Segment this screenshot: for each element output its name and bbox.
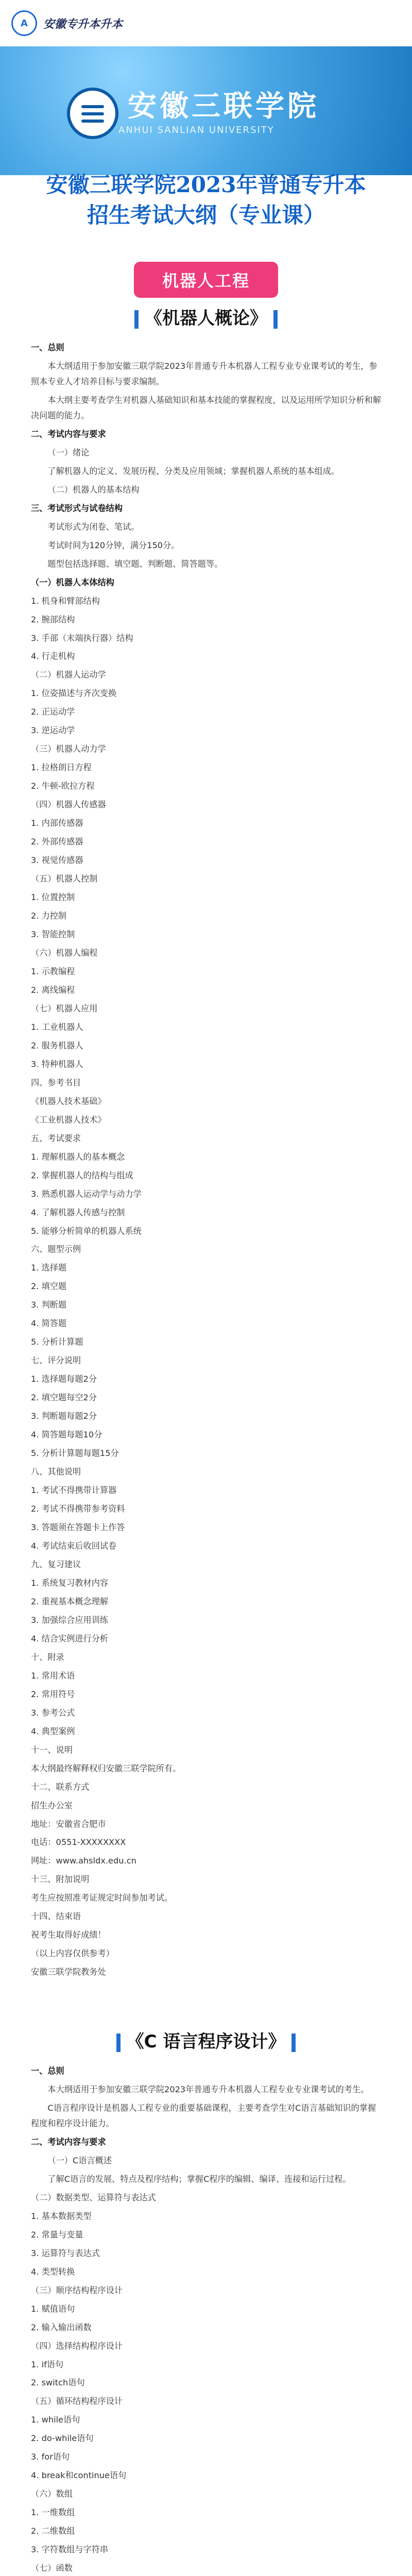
top-bar	[0, 0, 412, 48]
school-name-en: ANHUI SANLIAN UNIVERSITY	[118, 124, 274, 135]
section-2-heading: 《C 语言程序设计》	[0, 2027, 412, 2053]
section-2-content: 一、总则 本大纲适用于参加安徽三联学院2023年普通专升本机器人工程专业专业课考试的考生。 C语言程序设计是机器人工程专业的重要基础课程，主要考查学生对C语言基础知识的掌握程度和程序设计能力。 二、考试内容与要求 （一）C语言概述 了解C语言的发展、特点及程序结构；掌握C程序的编辑、编译、连接和运行过程。 （二）数据类型、运算符与表达式 1. 基本数据类型 2. 常量与变量 3. 运算符与表达式 4. 类型转换 （三）顺序结构程序设计 1. 赋值语句 2. 输入输出函数 （四）选择结构程序设计 1. if语句 2. switch语句 （五）循环结构程序设计 1. while语句 2. do-while语句 3. for语句 4. break和continue语句 （六）数组 1. 一维数组 2. 二维数组 3. 字符数组与字符串 （七）函数	[31, 2066, 376, 2573]
brand-name: 安徽专升本升本	[43, 17, 123, 31]
major-badge: 机器人工程	[134, 262, 278, 298]
school-name-cn: 安徽三联学院	[128, 89, 319, 123]
school-emblem	[67, 88, 118, 139]
school-logo-group	[67, 88, 319, 139]
page-title: 安徽三联学院2023年普通专升本 招生考试大纲（专业课）	[46, 172, 366, 228]
section-1-content: 一、总则 本大纲适用于参加安徽三联学院2023年普通专升本机器人工程专业专业课考试的考生，参照本专业人才培养目标与要求编制。 本大纲主要考查学生对机器人基础知识和基本技能的掌握程度，以及运用所学知识分析和解决问题的能力。 二、考试内容与要求 （一）绪论 了解机器人的定义、发展历程、分类及应用领域；掌握机器人系统的基本组成。 （二）机器人的基本结构 三、考试形式与试卷结构 考试形式为闭卷、笔试。 考试时间为120分钟，满分150分。 题型包括选择题、填空题、判断题、简答题等。 （一）机器人本体结构 1. 机身和臂部结构 2. 腕部结构 3. 手部（末端执行器）结构 4. 行走机构 （二）机器人运动学 1. 位姿描述与齐次变换 2. 正运动学 3. 逆运动学 （三）机器人动力学 1. 拉格朗日方程 2. 牛顿-欧拉方程 （四）机器人传感器 1. 内部传感器 2. 外部传感器 3. 视觉传感器 （五）机器人控制 1. 位置控制 2. 力控制 3. 智能控制 （六）机器人编程 1. 示教编程 2. 离线编程 （七）机器人应用 1. 工业机器人 2. 服务机器人 3. 特种机器人 四、参考书目 《机器人技术基础》 《工业机器人技术》 五、考试要求 1. 理解机器人的基本概念 2. 掌握机器人的结构与组成 3. 熟悉机器人运动学与动力学 4. 了解机器人传感与控制 5. 能够分析简单的机器人系统 六、题型示例 1. 选择题 2. 填空题 3. 判断题 4. 简答题 5. 分析计算题 七、评分说明 1. 选择题每题2分 2. 填空题每空2分 3. 判断题每题2分 4. 简答题每题10分 5. 分析计算题每题15分 八、其他说明 1. 考试不得携带计算器 2. 考试不得携带参考资料 3. 答题须在答题卡上作答 4. 考试结束后收回试卷 九、复习建议 1. 系统复习教材内容 2. 重视基本概念理解 3. 加强综合应用训练 4. 结合实例进行分析 十、附录 1. 常用术语 2. 常用符号 3. 参考公式 4. 典型案例 十一、说明 本大纲最终解释权归安徽三联学院所有。 十二、联系方式 招生办公室 地址：安徽省合肥市 电话：0551-XXXXXXXX 网址：www.ahsldx.edu.cn 十三、附加说明 考生应按照准考证规定时间参加考试。 十四、结束语 祝考生取得好成绩！ （以上内容仅供参考） 安徽三联学院教务处	[31, 343, 381, 1977]
brand-logo: A	[11, 10, 37, 36]
section-1-heading: 《机器人概论》	[0, 304, 412, 329]
